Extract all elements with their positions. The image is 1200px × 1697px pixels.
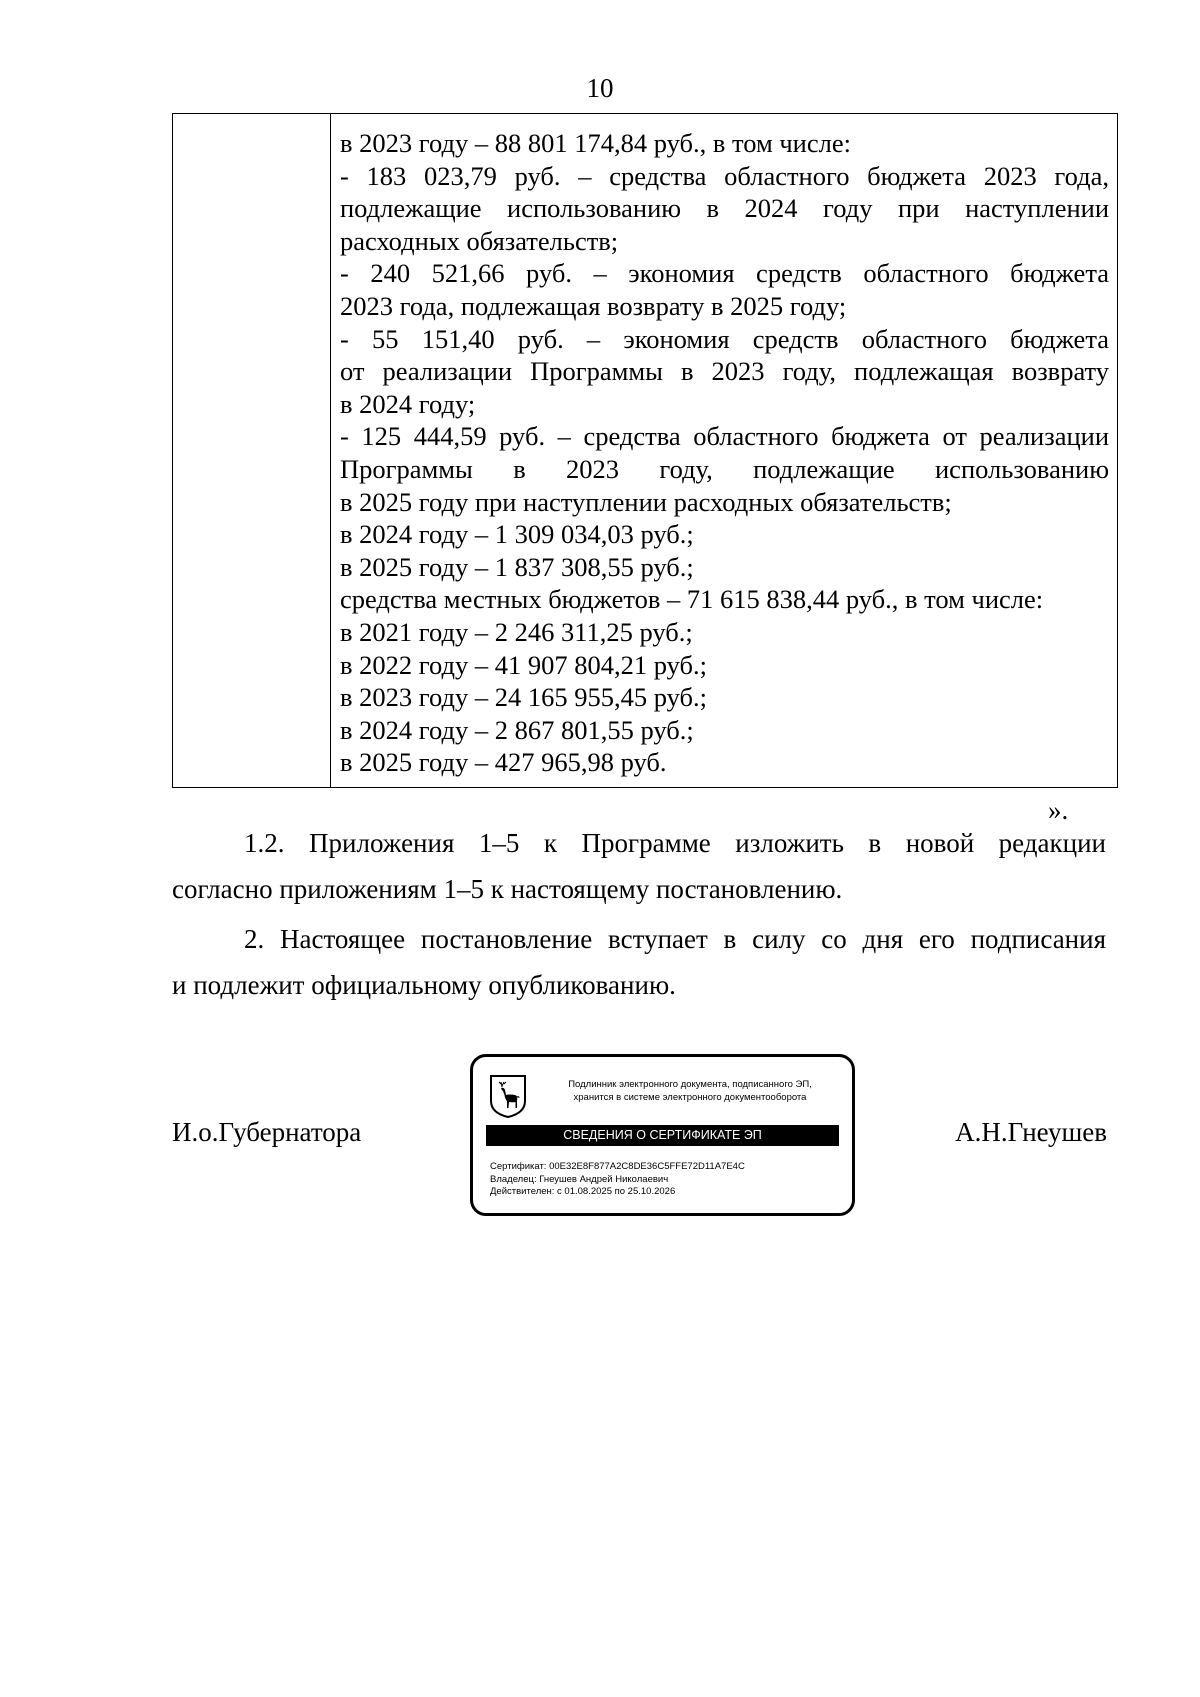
table-line: - 55 151,40 руб. – экономия средств областного бюджета	[340, 323, 1109, 354]
stamp-validity: Действителен: с 01.08.2025 по 25.10.2026	[490, 1186, 676, 1197]
paragraph-line: согласно приложениям 1–5 к настоящему постановлению.	[172, 874, 843, 904]
table-line: расходных обязательств;	[340, 225, 619, 256]
closing-quote: ».	[1048, 795, 1069, 825]
page-number: 10	[586, 73, 614, 103]
table-line: в 2023 году – 24 165 955,45 руб.;	[340, 682, 707, 713]
table-content-cell	[331, 114, 1117, 787]
table-line: в 2024 году – 1 309 034,03 руб.;	[340, 519, 694, 550]
paragraph-line: 2. Настоящее постановление вступает в силу со дня его подписания	[244, 924, 1106, 954]
table-line: 2023 года, подлежащая возврату в 2025 году;	[340, 290, 847, 321]
stamp-owner: Владелец: Гнеушев Андрей Николаевич	[490, 1173, 669, 1185]
paragraph-2	[172, 916, 1106, 1008]
stamp-header-line: Подлинник электронного документа, подписанного ЭП,	[568, 1079, 812, 1090]
stamp-header	[535, 1078, 845, 1104]
electronic-signature-stamp	[470, 1054, 855, 1216]
stamp-certificate: Сертификат: 00E32E8F877A2C8DE36C5FFE72D11A7E4C	[490, 1161, 745, 1172]
table-line: в 2025 году – 1 837 308,55 руб.;	[340, 551, 694, 582]
signatory-position: И.о.Губернатора	[172, 1117, 362, 1147]
table-line: средства местных бюджетов – 71 615 838,44 руб., в том числе:	[340, 584, 1044, 615]
paragraph-line: и подлежит официальному опубликованию.	[172, 970, 676, 1000]
paragraph-line: 1.2. Приложения 1–5 к Программе изложить в новой редакции	[244, 828, 1106, 858]
table-line: в 2022 году – 41 907 804,21 руб.;	[340, 649, 707, 680]
table-empty-cell	[173, 114, 331, 787]
table-line: в 2021 году – 2 246 311,25 руб.;	[340, 616, 693, 647]
table-line: - 125 444,59 руб. – средства областного бюджета от реализации	[340, 421, 1109, 452]
paragraph-1-2	[172, 820, 1106, 912]
table-line: - 240 521,66 руб. – экономия средств областного бюджета	[340, 258, 1109, 289]
table-line: в 2025 году – 427 965,98 руб.	[340, 747, 667, 778]
table-line: в 2023 году – 88 801 174,84 руб., в том числе:	[340, 128, 851, 158]
table-line: в 2024 году – 2 867 801,55 руб.;	[340, 714, 694, 745]
table-line: - 183 023,79 руб. – средства областного бюджета 2023 года,	[340, 160, 1109, 191]
nizhny-novgorod-deer-emblem-icon	[488, 1073, 528, 1119]
table-line: Программы в 2023 году, подлежащие использованию	[340, 453, 1109, 484]
funding-table	[172, 113, 1118, 788]
table-line: от реализации Программы в 2023 году, подлежащая возврату	[340, 356, 1109, 387]
stamp-title-bar: СВЕДЕНИЯ О СЕРТИФИКАТЕ ЭП	[486, 1125, 839, 1146]
signatory-name: А.Н.Гнеушев	[955, 1117, 1107, 1147]
stamp-details	[490, 1161, 745, 1199]
table-line: подлежащие использованию в 2024 году при наступлении	[340, 193, 1109, 224]
stamp-header-line: хранится в системе электронного документооборота	[573, 1092, 807, 1103]
table-line: в 2025 году при наступлении расходных обязательств;	[340, 486, 952, 517]
table-line: в 2024 году;	[340, 388, 476, 419]
